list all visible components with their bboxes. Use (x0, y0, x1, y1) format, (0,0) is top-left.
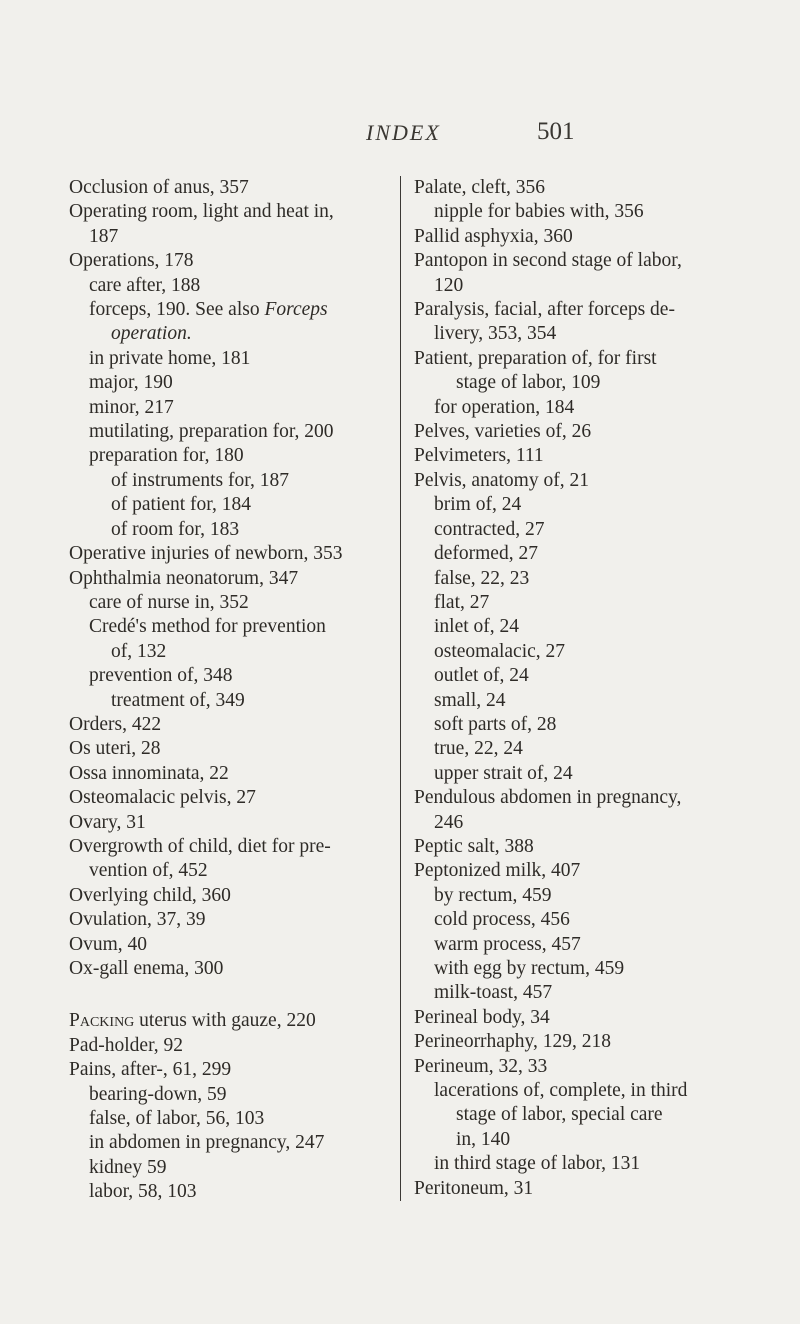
index-subentry: stage of labor, special care (456, 1104, 663, 1126)
index-subentry: cold process, 456 (434, 909, 570, 931)
index-entry: Pallid asphyxia, 360 (414, 225, 573, 247)
index-subentry: by rectum, 459 (434, 884, 552, 906)
running-title: INDEX (366, 120, 441, 145)
index-subentry: Credé's method for prevention (89, 616, 326, 638)
index-subentry: inlet of, 24 (434, 616, 520, 638)
index-column-right (400, 176, 754, 1201)
index-entry: Operative injuries of newborn, 353 (69, 543, 343, 565)
index-subentry: small, 24 (434, 689, 506, 711)
index-column-left (69, 176, 394, 1205)
index-subentry: warm process, 457 (434, 933, 581, 955)
index-entry: Peptic salt, 388 (414, 835, 534, 857)
index-subentry: care after, 188 (89, 274, 201, 296)
index-entry: Overlying child, 360 (69, 884, 231, 906)
index-subentry: minor, 217 (89, 396, 174, 418)
index-subentry: outlet of, 24 (434, 665, 529, 687)
index-subentry: bearing-down, 59 (89, 1083, 227, 1105)
index-entry: Occlusion of anus, 357 (69, 177, 249, 198)
index-subentry: false, of labor, 56, 103 (89, 1108, 265, 1130)
index-entry: Osteomalacic pelvis, 27 (69, 787, 256, 809)
index-entry: Pains, after-, 61, 299 (69, 1059, 232, 1081)
page-number: 501 (537, 118, 575, 145)
index-subentry: upper strait of, 24 (434, 762, 573, 784)
index-subentry: false, 22, 23 (434, 567, 530, 589)
index-subentry: soft parts of, 28 (434, 713, 557, 735)
index-subentry: 187 (89, 225, 119, 247)
index-entry: Packing uterus with gauze, 220 (69, 1010, 316, 1032)
index-subentry: 246 (434, 811, 464, 833)
index-subentry: vention of, 452 (89, 860, 208, 882)
index-subentry: in abdomen in pregnancy, 247 (89, 1132, 325, 1154)
index-subentry: labor, 58, 103 (89, 1181, 197, 1203)
index-entry: Ophthalmia neonatorum, 347 (69, 567, 299, 589)
index-entry: Operating room, light and heat in, (69, 201, 334, 223)
index-entry: Pelvimeters, 111 (414, 445, 544, 467)
index-subentry: kidney 59 (89, 1156, 167, 1178)
index-entry: Os uteri, 28 (69, 738, 161, 760)
index-subentry: true, 22, 24 (434, 738, 523, 760)
index-subentry: prevention of, 348 (89, 665, 233, 687)
index-entry: Peptonized milk, 407 (414, 860, 581, 882)
running-head (0, 120, 800, 150)
index-subentry: in private home, 181 (89, 347, 251, 369)
index-subentry: milk-toast, 457 (434, 982, 553, 1004)
index-entry: Pendulous abdomen in pregnancy, (414, 787, 682, 809)
index-subentry: in third stage of labor, 131 (434, 1153, 641, 1175)
index-subentry: of patient for, 184 (111, 494, 252, 516)
index-subentry: forceps, 190. See also Forceps (89, 299, 328, 321)
index-entry: Ovum, 40 (69, 933, 147, 955)
index-entry: Ossa innominata, 22 (69, 762, 229, 784)
index-entry: Pad-holder, 92 (69, 1034, 184, 1056)
index-subentry: mutilating, preparation for, 200 (89, 421, 334, 443)
index-subentry: flat, 27 (434, 591, 490, 613)
index-subentry: of instruments for, 187 (111, 469, 289, 491)
index-subentry: with egg by rectum, 459 (434, 958, 625, 979)
index-subentry: care of nurse in, 352 (89, 591, 249, 613)
index-subentry: in, 140 (456, 1128, 511, 1150)
index-subentry: nipple for babies with, 356 (434, 201, 644, 223)
index-subentry: for operation, 184 (434, 396, 575, 418)
index-entry: Ovulation, 37, 39 (69, 909, 206, 931)
index-entry: Patient, preparation of, for first (414, 347, 657, 369)
index-entry: Perineorrhaphy, 129, 218 (414, 1031, 611, 1053)
index-subentry: brim of, 24 (434, 494, 522, 516)
index-subentry: contracted, 27 (434, 518, 545, 540)
index-subentry: preparation for, 180 (89, 445, 244, 467)
index-subentry: lacerations of, complete, in third (434, 1080, 688, 1102)
index-entry: Pelvis, anatomy of, 21 (414, 469, 589, 491)
index-subentry: treatment of, 349 (111, 689, 245, 711)
index-entry: Perineal body, 34 (414, 1006, 550, 1028)
index-entry: Overgrowth of child, diet for pre- (69, 835, 331, 857)
index-subentry: deformed, 27 (434, 543, 538, 565)
index-entry: Peritoneum, 31 (414, 1177, 534, 1199)
index-entry: Ovary, 31 (69, 811, 146, 833)
index-entry: Paralysis, facial, after forceps de- (414, 299, 675, 321)
index-entry: Ox-gall enema, 300 (69, 958, 224, 979)
index-entry: Palate, cleft, 356 (414, 177, 546, 198)
index-entry: Pelves, varieties of, 26 (414, 421, 592, 443)
index-subentry: livery, 353, 354 (434, 323, 557, 345)
index-entry: Operations, 178 (69, 250, 194, 272)
index-subentry: operation. (111, 323, 192, 345)
index-subentry: osteomalacic, 27 (434, 640, 566, 662)
index-entry: Pantopon in second stage of labor, (414, 250, 682, 272)
index-subentry: stage of labor, 109 (456, 372, 601, 394)
index-entry: Orders, 422 (69, 713, 162, 735)
index-subentry: 120 (434, 274, 464, 296)
index-subentry: of room for, 183 (111, 518, 240, 540)
index-subentry: of, 132 (111, 640, 167, 662)
index-entry: Perineum, 32, 33 (414, 1055, 548, 1077)
index-subentry: major, 190 (89, 372, 173, 394)
